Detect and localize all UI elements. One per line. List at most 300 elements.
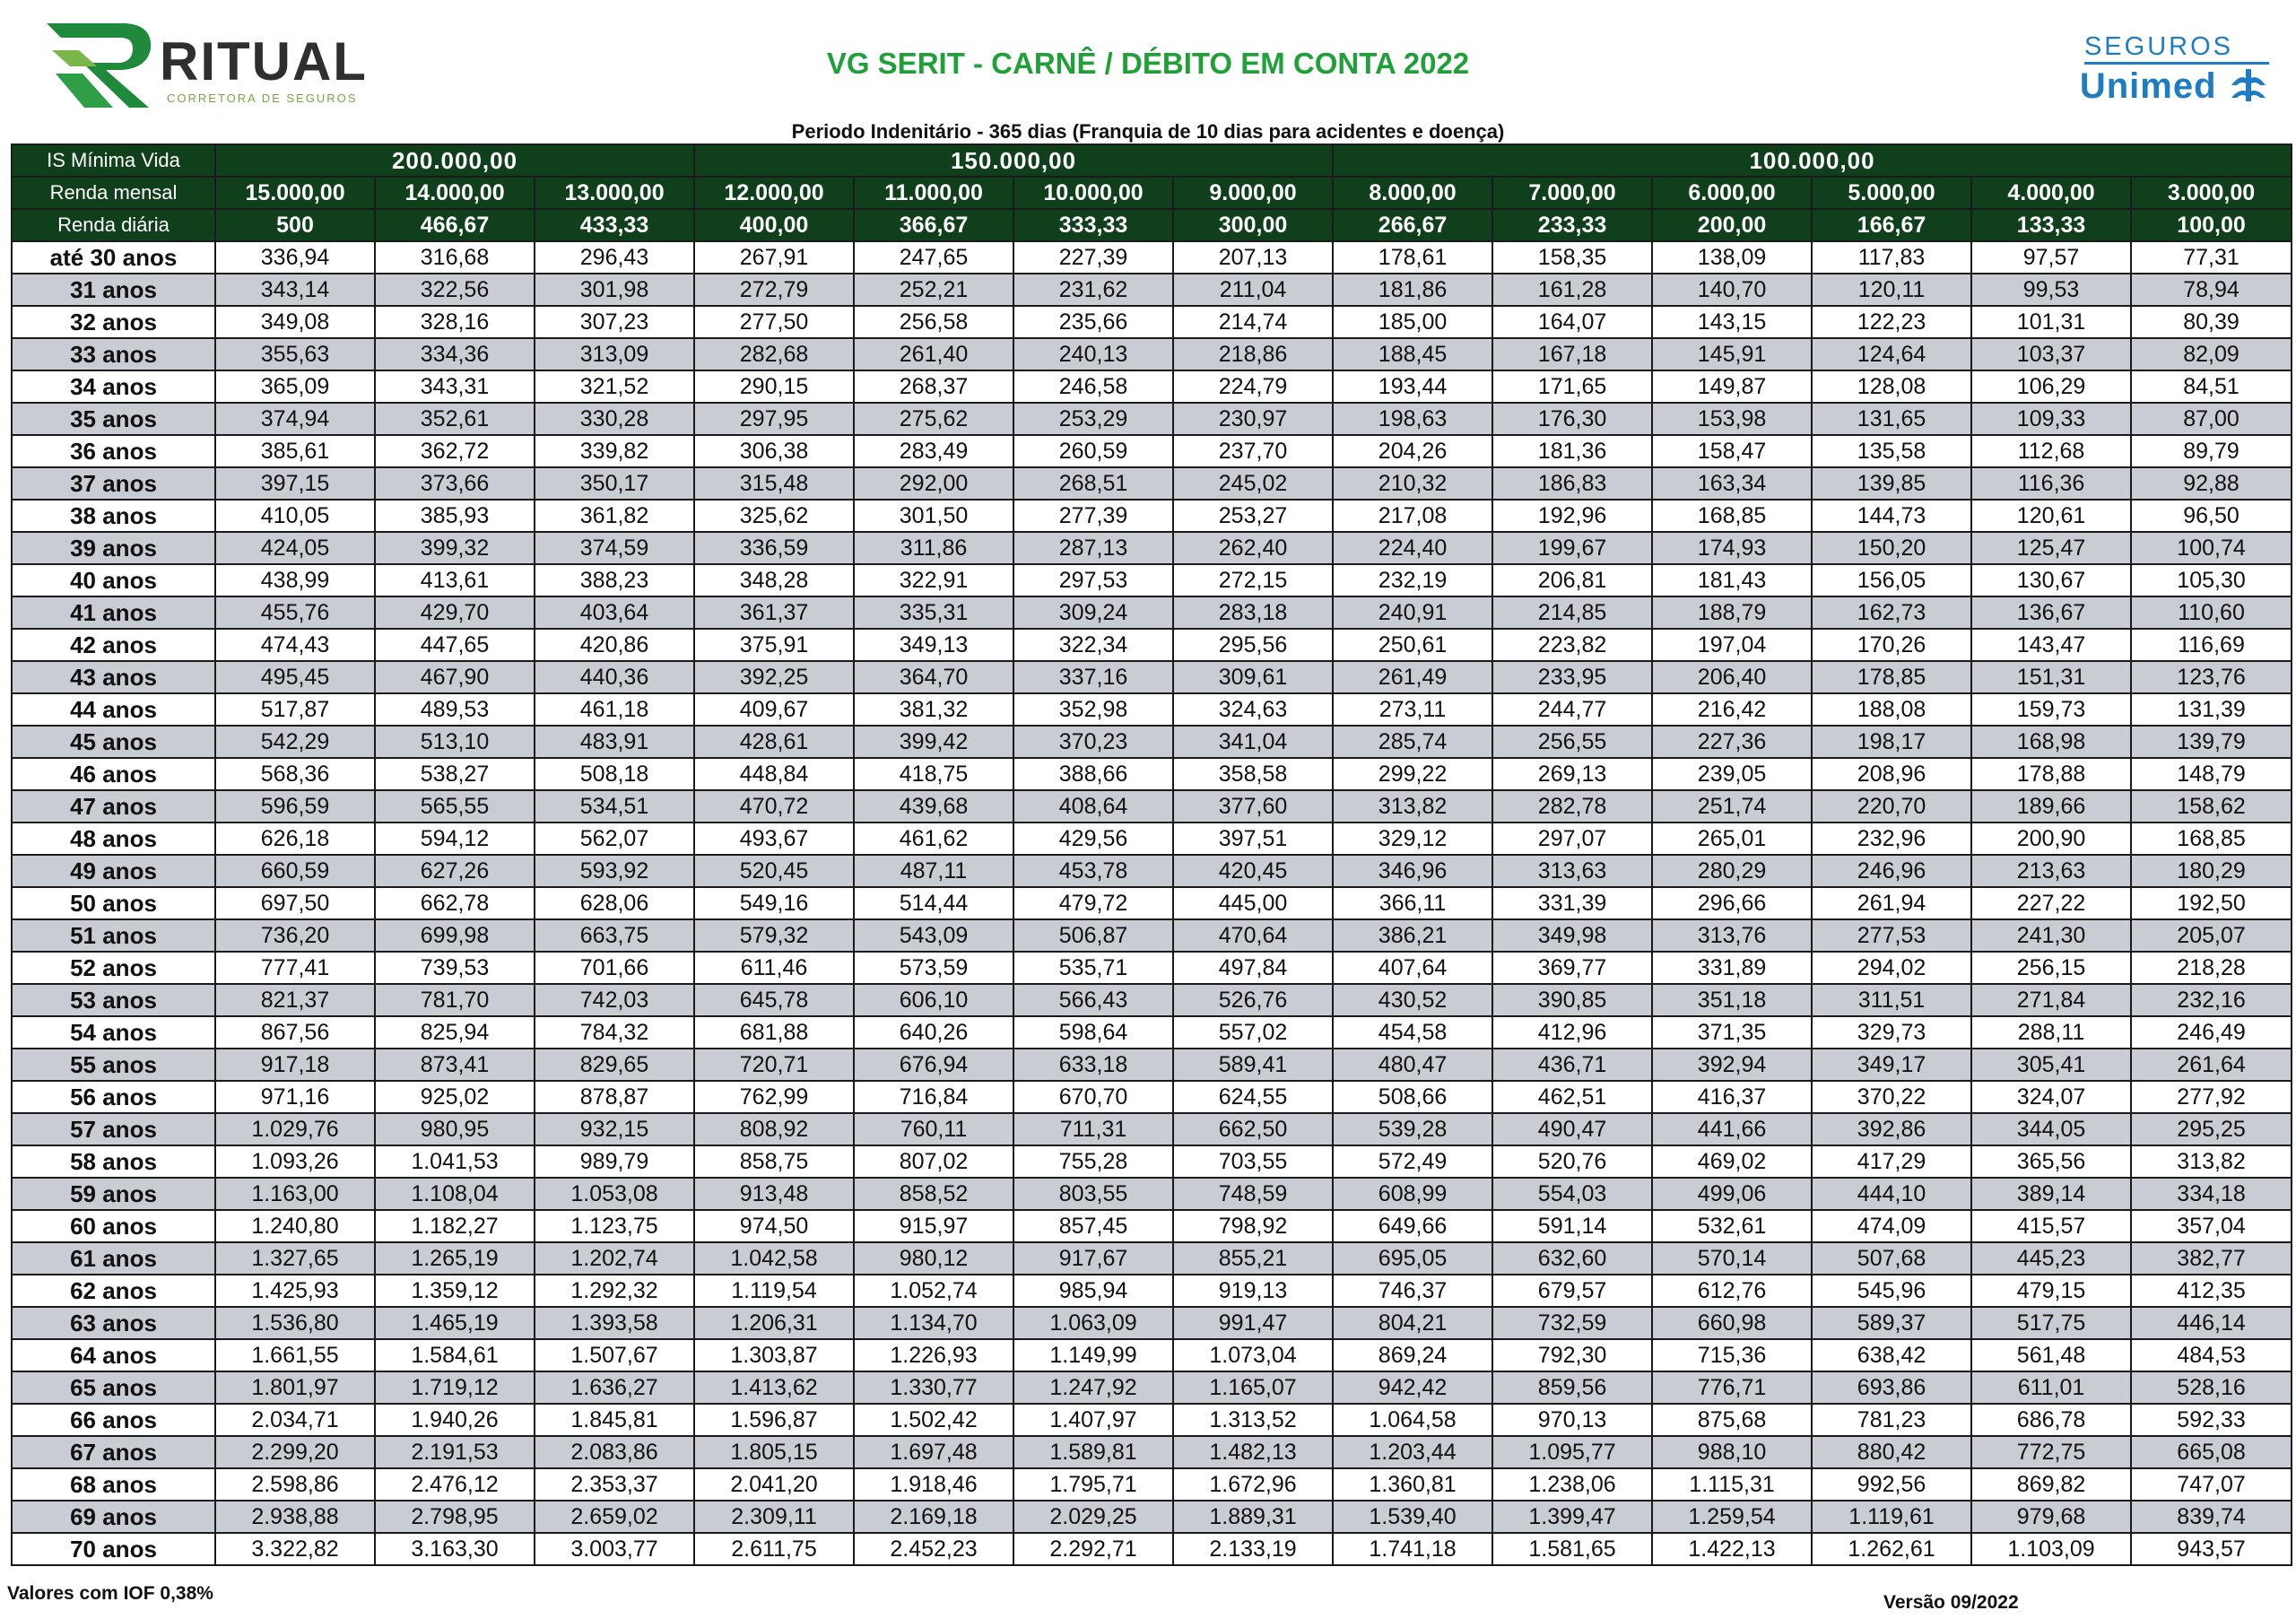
premium-cell: 375,91 [694,629,854,661]
premium-cell: 99,53 [1971,274,2131,306]
premium-cell: 151,31 [1971,661,2131,693]
premium-cell: 429,56 [1013,823,1173,855]
premium-cell: 608,99 [1333,1178,1492,1210]
premium-cell: 624,55 [1173,1081,1333,1113]
premium-cell: 313,09 [535,338,694,370]
premium-cell: 277,50 [694,306,854,338]
premium-cell: 1.360,81 [1333,1468,1492,1501]
premium-cell: 150,20 [1812,532,1971,564]
premium-cell: 106,29 [1971,370,2131,403]
brand-name: RITUAL [160,31,368,91]
premium-cell: 919,13 [1173,1275,1333,1307]
premium-cell: 633,18 [1013,1049,1173,1081]
table-row [12,790,2292,823]
premium-cell: 1.259,54 [1652,1501,1812,1533]
table-row [12,661,2292,693]
table-row [12,1307,2292,1339]
premium-cell: 441,66 [1652,1113,1812,1145]
premium-cell: 514,44 [854,887,1013,919]
age-cell: 45 anos [12,726,215,758]
premium-cell: 878,87 [535,1081,694,1113]
premium-cell: 330,28 [535,403,694,435]
premium-cell: 520,76 [1492,1145,1652,1178]
premium-cell: 699,98 [375,919,535,952]
premium-cell: 526,76 [1173,984,1333,1016]
table-row [12,855,2292,887]
premium-cell: 493,67 [694,823,854,855]
monthly-income-cell: 6.000,00 [1652,177,1812,209]
premium-cell: 570,14 [1652,1242,1812,1275]
premium-cell: 573,59 [854,952,1013,984]
premium-cell: 339,82 [535,435,694,467]
premium-cell: 198,17 [1812,726,1971,758]
premium-cell: 352,98 [1013,693,1173,726]
premium-cell: 224,40 [1333,532,1492,564]
premium-cell: 1.596,87 [694,1404,854,1436]
premium-cell: 386,21 [1333,919,1492,952]
premium-cell: 275,62 [854,403,1013,435]
group-header: 100.000,00 [1333,144,2292,177]
premium-cell: 1.719,12 [375,1371,535,1404]
premium-cell: 1.292,32 [535,1275,694,1307]
premium-cell: 1.805,15 [694,1436,854,1468]
premium-cell: 120,61 [1971,500,2131,532]
premium-cell: 686,78 [1971,1404,2131,1436]
premium-cell: 665,08 [2131,1436,2292,1468]
premium-cell: 2.309,11 [694,1501,854,1533]
table-row [12,1242,2292,1275]
premium-cell: 542,29 [215,726,375,758]
premium-cell: 2.029,25 [1013,1501,1173,1533]
premium-cell: 346,96 [1333,855,1492,887]
premium-cell: 662,78 [375,887,535,919]
premium-cell: 660,98 [1652,1307,1812,1339]
premium-cell: 185,00 [1333,306,1492,338]
table-row [12,564,2292,596]
premium-cell: 989,79 [535,1145,694,1178]
premium-cell: 272,79 [694,274,854,306]
unimed-row [2036,66,2269,108]
premium-cell: 2.083,86 [535,1436,694,1468]
premium-cell: 240,91 [1333,596,1492,629]
premium-cell: 329,12 [1333,823,1492,855]
premium-cell: 985,94 [1013,1275,1173,1307]
premium-cell: 1.889,31 [1173,1501,1333,1533]
premium-cell: 676,94 [854,1049,1013,1081]
premium-cell: 272,15 [1173,564,1333,596]
premium-cell: 1.536,80 [215,1307,375,1339]
premium-cell: 336,94 [215,241,375,274]
premium-cell: 720,71 [694,1049,854,1081]
premium-cell: 1.052,74 [854,1275,1013,1307]
premium-cell: 1.063,09 [1013,1307,1173,1339]
premium-cell: 253,27 [1173,500,1333,532]
premium-cell: 385,93 [375,500,535,532]
premium-cell: 409,67 [694,693,854,726]
iof-note: Valores com IOF 0,38% [7,1583,213,1604]
premium-cell: 306,38 [694,435,854,467]
premium-cell: 265,01 [1652,823,1812,855]
table-row [12,596,2292,629]
premium-cell: 208,96 [1812,758,1971,790]
table-row [12,532,2292,564]
premium-cell: 214,85 [1492,596,1652,629]
premium-cell: 663,75 [535,919,694,952]
premium-cell: 181,36 [1492,435,1652,467]
premium-cell: 942,42 [1333,1371,1492,1404]
premium-cell: 89,79 [2131,435,2292,467]
premium-cell: 932,15 [535,1113,694,1145]
premium-cell: 135,58 [1812,435,1971,467]
age-cell: 68 anos [12,1468,215,1501]
age-cell: 55 anos [12,1049,215,1081]
premium-cell: 679,57 [1492,1275,1652,1307]
age-cell: 69 anos [12,1501,215,1533]
premium-cell: 311,86 [854,532,1013,564]
premium-cell: 742,03 [535,984,694,1016]
premium-cell: 283,18 [1173,596,1333,629]
premium-cell: 282,78 [1492,790,1652,823]
premium-cell: 792,30 [1492,1339,1652,1371]
premium-cell: 417,29 [1812,1145,1971,1178]
premium-cell: 241,30 [1971,919,2131,952]
premium-cell: 777,41 [215,952,375,984]
premium-cell: 2.452,23 [854,1533,1013,1565]
premium-cell: 1.029,76 [215,1113,375,1145]
premium-cell: 803,55 [1013,1178,1173,1210]
premium-cell: 181,86 [1333,274,1492,306]
premium-cell: 301,98 [535,274,694,306]
daily-income-cell: 366,67 [854,209,1013,241]
premium-cell: 232,16 [2131,984,2292,1016]
premium-cell: 343,14 [215,274,375,306]
premium-cell: 549,16 [694,887,854,919]
age-cell: 56 anos [12,1081,215,1113]
premium-cell: 535,71 [1013,952,1173,984]
premium-cell: 296,66 [1652,887,1812,919]
table-row [12,1016,2292,1049]
premium-cell: 980,12 [854,1242,1013,1275]
age-cell: 50 anos [12,887,215,919]
premium-cell: 261,64 [2131,1049,2292,1081]
premium-cell: 2.353,37 [535,1468,694,1501]
premium-cell: 269,13 [1492,758,1652,790]
premium-cell: 483,91 [535,726,694,758]
premium-cell: 156,05 [1812,564,1971,596]
premium-cell: 261,40 [854,338,1013,370]
premium-cell: 232,96 [1812,823,1971,855]
premium-cell: 913,48 [694,1178,854,1210]
premium-cell: 80,39 [2131,306,2292,338]
premium-cell: 561,48 [1971,1339,2131,1371]
premium-cell: 413,61 [375,564,535,596]
premium-cell: 112,68 [1971,435,2131,467]
premium-cell: 628,06 [535,887,694,919]
premium-cell: 992,56 [1812,1468,1971,1501]
age-cell: 40 anos [12,564,215,596]
brand-subtitle: CORRETORA DE SEGUROS [167,91,358,105]
premium-cell: 365,56 [1971,1145,2131,1178]
monthly-income-cell: 7.000,00 [1492,177,1652,209]
premium-cell: 244,77 [1492,693,1652,726]
premium-cell: 288,11 [1971,1016,2131,1049]
monthly-income-row [12,177,2292,209]
premium-cell: 162,73 [1812,596,1971,629]
table-row [12,758,2292,790]
premium-cell: 180,29 [2131,855,2292,887]
premium-cell: 139,79 [2131,726,2292,758]
premium-cell: 176,30 [1492,403,1652,435]
premium-cell: 299,22 [1333,758,1492,790]
premium-cell: 1.697,48 [854,1436,1013,1468]
premium-cell: 506,87 [1013,919,1173,952]
age-cell: 60 anos [12,1210,215,1242]
premium-cell: 517,87 [215,693,375,726]
group-header: 150.000,00 [694,144,1333,177]
premium-cell: 829,65 [535,1049,694,1081]
premium-cell: 1.108,04 [375,1178,535,1210]
premium-cell: 210,32 [1333,467,1492,500]
premium-cell: 158,35 [1492,241,1652,274]
premium-cell: 143,47 [1971,629,2131,661]
premium-cell: 781,70 [375,984,535,1016]
premium-cell: 168,85 [2131,823,2292,855]
age-cell: 57 anos [12,1113,215,1145]
group-header: 200.000,00 [215,144,694,177]
premium-cell: 246,58 [1013,370,1173,403]
premium-cell: 416,37 [1652,1081,1812,1113]
premium-cell: 251,74 [1652,790,1812,823]
age-cell: 51 anos [12,919,215,952]
table-row [12,952,2292,984]
premium-cell: 370,23 [1013,726,1173,758]
premium-cell: 562,07 [535,823,694,855]
version-note: Versão 09/2022 [1883,1592,2019,1613]
premium-cell: 403,64 [535,596,694,629]
premium-cell: 1.265,19 [375,1242,535,1275]
premium-cell: 499,06 [1652,1178,1812,1210]
premium-cell: 322,34 [1013,629,1173,661]
premium-cell: 880,42 [1812,1436,1971,1468]
premium-cell: 213,63 [1971,855,2131,887]
premium-cell: 178,61 [1333,241,1492,274]
premium-cell: 1.262,61 [1812,1533,1971,1565]
premium-cell: 352,61 [375,403,535,435]
premium-cell: 116,36 [1971,467,2131,500]
premium-cell: 295,56 [1173,629,1333,661]
premium-cell: 736,20 [215,919,375,952]
table-row [12,1371,2292,1404]
age-cell: 64 anos [12,1339,215,1371]
premium-cell: 568,36 [215,758,375,790]
premium-cell: 218,86 [1173,338,1333,370]
premium-cell: 301,50 [854,500,1013,532]
premium-cell: 798,92 [1173,1210,1333,1242]
unimed-label: Unimed [2079,66,2217,106]
premium-cell: 979,68 [1971,1501,2131,1533]
premium-cell: 1.393,58 [535,1307,694,1339]
age-cell: 31 anos [12,274,215,306]
premium-cell: 311,51 [1812,984,1971,1016]
premium-cell: 365,09 [215,370,375,403]
premium-cell: 760,11 [854,1113,1013,1145]
daily-income-cell: 500 [215,209,375,241]
premium-cell: 855,21 [1173,1242,1333,1275]
table-row [12,726,2292,758]
premium-cell: 227,22 [1971,887,2131,919]
premium-cell: 239,05 [1652,758,1812,790]
premium-cell: 116,69 [2131,629,2292,661]
daily-income-cell: 300,00 [1173,209,1333,241]
premium-cell: 3.003,77 [535,1533,694,1565]
premium-cell: 858,75 [694,1145,854,1178]
premium-cell: 77,31 [2131,241,2292,274]
premium-cell: 282,68 [694,338,854,370]
premium-cell: 271,84 [1971,984,2131,1016]
premium-cell: 230,97 [1173,403,1333,435]
unimed-tree-icon [2228,67,2269,108]
premium-cell: 2.169,18 [854,1501,1013,1533]
premium-cell: 538,27 [375,758,535,790]
premium-cell: 1.581,65 [1492,1533,1652,1565]
age-cell: 61 anos [12,1242,215,1275]
premium-cell: 507,68 [1812,1242,1971,1275]
age-cell: 52 anos [12,952,215,984]
is-row [12,144,2292,177]
premium-cell: 388,66 [1013,758,1173,790]
premium-cell: 103,37 [1971,338,2131,370]
period-caption: Periodo Indenitário - 365 dias (Franquia de 10 dias para acidentes e doença) [791,120,1505,143]
premium-cell: 349,98 [1492,919,1652,952]
unimed-logo [2036,32,2269,113]
premium-cell: 869,24 [1333,1339,1492,1371]
premium-cell: 462,51 [1492,1081,1652,1113]
premium-cell: 2.798,95 [375,1501,535,1533]
premium-cell: 572,49 [1333,1145,1492,1178]
premium-cell: 170,26 [1812,629,1971,661]
premium-cell: 358,58 [1173,758,1333,790]
premium-cell: 334,36 [375,338,535,370]
premium-cell: 307,23 [535,306,694,338]
premium-cell: 1.413,62 [694,1371,854,1404]
premium-cell: 755,28 [1013,1145,1173,1178]
premium-cell: 970,13 [1492,1404,1652,1436]
premium-cell: 337,16 [1013,661,1173,693]
premium-cell: 467,90 [375,661,535,693]
premium-cell: 240,13 [1013,338,1173,370]
premium-cell: 701,66 [535,952,694,984]
monthly-income-cell: 12.000,00 [694,177,854,209]
premium-cell: 454,58 [1333,1016,1492,1049]
premium-cell: 200,90 [1971,823,2131,855]
premium-cell: 943,57 [2131,1533,2292,1565]
table-row [12,693,2292,726]
premium-cell: 695,05 [1333,1242,1492,1275]
premium-cell: 246,96 [1812,855,1971,887]
premium-cell: 487,11 [854,855,1013,887]
premium-cell: 991,47 [1173,1307,1333,1339]
age-cell: 35 anos [12,403,215,435]
premium-cell: 732,59 [1492,1307,1652,1339]
premium-cell: 220,70 [1812,790,1971,823]
premium-cell: 125,47 [1971,532,2131,564]
premium-cell: 645,78 [694,984,854,1016]
premium-cell: 448,84 [694,758,854,790]
premium-cell: 313,82 [1333,790,1492,823]
premium-cell: 261,94 [1812,887,1971,919]
monthly-income-cell: 11.000,00 [854,177,1013,209]
premium-cell: 1.636,27 [535,1371,694,1404]
premium-cell: 495,45 [215,661,375,693]
premium-cell: 2.034,71 [215,1404,375,1436]
age-cell: 39 anos [12,532,215,564]
premium-cell: 821,37 [215,984,375,1016]
daily-income-cell: 433,33 [535,209,694,241]
premium-cell: 227,36 [1652,726,1812,758]
age-cell: 67 anos [12,1436,215,1468]
premium-cell: 349,13 [854,629,1013,661]
age-cell: 63 anos [12,1307,215,1339]
premium-cell: 206,40 [1652,661,1812,693]
premium-cell: 313,82 [2131,1145,2292,1178]
age-cell: 34 anos [12,370,215,403]
premium-cell: 362,72 [375,435,535,467]
premium-cell: 287,13 [1013,532,1173,564]
premium-cell: 859,56 [1492,1371,1652,1404]
premium-cell: 315,48 [694,467,854,500]
premium-cell: 233,95 [1492,661,1652,693]
premium-cell: 474,09 [1812,1210,1971,1242]
premium-cell: 130,67 [1971,564,2131,596]
premium-cell: 188,45 [1333,338,1492,370]
premium-cell: 109,33 [1971,403,2131,435]
premium-cell: 681,88 [694,1016,854,1049]
premium-cell: 545,96 [1812,1275,1971,1307]
premium-cell: 148,79 [2131,758,2292,790]
premium-cell: 513,10 [375,726,535,758]
premium-cell: 1.240,80 [215,1210,375,1242]
premium-cell: 341,04 [1173,726,1333,758]
daily-income-row [12,209,2292,241]
premium-cell: 231,62 [1013,274,1173,306]
premium-cell: 1.327,65 [215,1242,375,1275]
daily-income-cell: 133,33 [1971,209,2131,241]
page-title: VG SERIT - CARNÊ / DÉBITO EM CONTA 2022 [826,47,1470,80]
age-cell: 36 anos [12,435,215,467]
premium-cell: 1.359,12 [375,1275,535,1307]
premium-cell: 189,66 [1971,790,2131,823]
age-cell: 43 anos [12,661,215,693]
premium-cell: 171,65 [1492,370,1652,403]
premium-cell: 420,45 [1173,855,1333,887]
premium-cell: 324,07 [1971,1081,2131,1113]
premium-cell: 988,10 [1652,1436,1812,1468]
premium-cell: 596,59 [215,790,375,823]
table-row [12,1533,2292,1565]
table-row [12,1339,2292,1371]
premium-cell: 123,76 [2131,661,2292,693]
premium-cell: 408,64 [1013,790,1173,823]
premium-cell: 591,14 [1492,1210,1652,1242]
premium-cell: 2.938,88 [215,1501,375,1533]
premium-cell: 100,74 [2131,532,2292,564]
table-row [12,1178,2292,1210]
premium-cell: 418,75 [854,758,1013,790]
premium-cell: 250,61 [1333,629,1492,661]
premium-cell: 223,82 [1492,629,1652,661]
table-row [12,1501,2292,1533]
premium-cell: 235,66 [1013,306,1173,338]
